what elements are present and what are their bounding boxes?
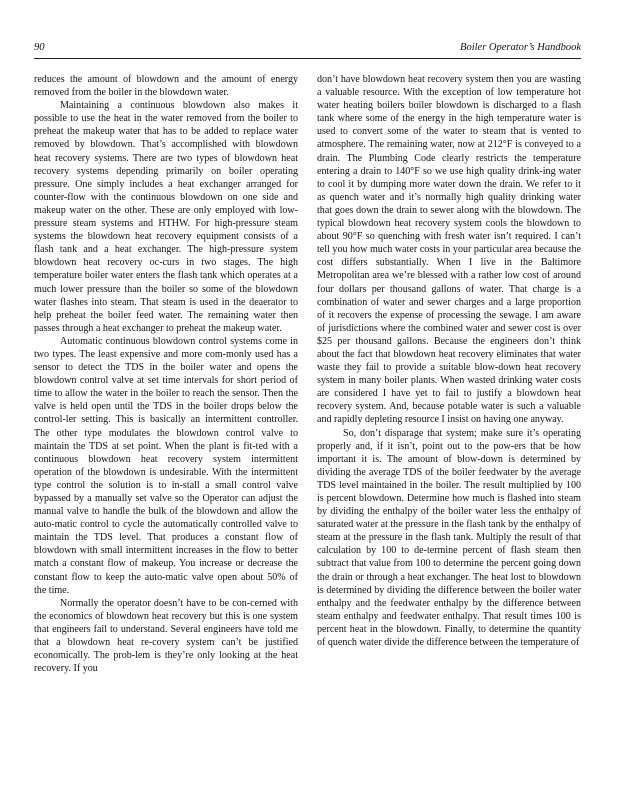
right-paragraph-2: So, don’t disparage that system; make sure it’s operating properly and, if it isn’t, point out to the pow-ers that be how important it is. The amount of blow-down is determined by dividing the average TDS of the boiler feedwater by the average TDS level maintained in the boiler. The result multiplied by 100 is percent blowdown. Determine how much is flashed into steam by dividing the enthalpy of the boiler water less the enthalpy of saturated water at the pressure in the flash tank by the enthalpy of steam at the pressure in the flash tank. Multiply the result of that calculation by 100 to de-termine percent of flash steam then subtract that value from 100 to determine the percent going down the drain or through a heat exchanger. The heat lost to blowdown is determined by dividing the difference between the boiler water enthalpy and the feedwater enthalpy by the difference between steam enthalpy and feedwater enthalpy. That result times 100 is percent heat in the blowdown. Finally, to determine the quantity of quench water divide the difference between the temperature of [317,427,581,649]
page-header [34,42,581,58]
left-column [34,73,298,675]
page-number: 90 [34,42,45,53]
right-column [317,73,581,649]
left-paragraph-3: Automatic continuous blowdown control systems come in two types. The least expensive and more com-monly used has a sensor to detect the TDS in the boiler water and opens the blowdown control valve at set time intervals for short period of time to allow the water in the boiler to reach the sensor. Then the valve is held open until the TDS in the boiler drops below the control-ler setting. This is basically an intermittent controller. The other type modulates the blowdown control valve to maintain the TDS at set point. When the plant is fit-ted with a continuous blowdown heat recovery system intermittent operation of the blowdown is undesirable. With the intermittent type control the solution is to in-stall a small control valve bypassed by a manually set valve so the Operator can adjust the manual valve to handle the bulk of the blowdown and allow the auto-matic control to cycle the automatically controlled valve to maintain the TDS level. That produces a constant flow of blowdown with small intermittent increases in the flow to better match a constant flow of makeup. You increase or decrease the constant flow to keep the auto-matic valve open about 50% of the time. [34,335,298,596]
right-paragraph-1: don’t have blowdown heat recovery system then you are wasting a valuable resource. With the exception of low temperature hot water heating boilers boiler blowdown is discharged to a flash tank where some of the energy in the high temperature water is used to convert some of the water to steam that is vented to atmosphere. The remaining water, now at 212°F is conveyed to a drain. The Plumbing Code clearly restricts the temperature entering a drain to 140°F so we use high quality drink-ing water to cool it by dumping more water down the drain. We refer to it as quench water and it’s normally high quality drinking water that goes down the drain to sewer along with the blowdown. The typical blowdown heat recovery system cools the blowdown to about 90°F so quenching with fresh water isn’t required. I can’t tell you how much water costs in your particular area because the cost differs substantially. When I live in the Baltimore Metropolitan area we’re blessed with a rather low cost of around four dollars per thousand gallons of water. That charge is a combination of water and sewer charges and a large proportion of it recovers the expense of processing the sewage. I am aware of jurisdictions where the combined water and sewer cost is over $25 per thousand gallons. Because the engineers don’t think about the fact that blowdown heat recovery eliminates that water waste they fail to provide a suitable blow-down heat recovery system in many boiler plants. When wasted drinking water costs are considered I have yet to fail to justify a blowdown heat recovery system. And, because potable water is such a valuable and rapidly depleting resource I insist on having one anyway. [317,74,581,426]
left-paragraph-2: Maintaining a continuous blowdown also makes it possible to use the heat in the water removed from the boiler to preheat the makeup water that has to be added to replace water removed by blowdown. That’s accomplished with blowdown heat recovery systems. There are two types of blowdown heat recovery systems depending primarily on boiler operating pressure. One simply includes a heat exchanger arranged for counter-flow with the continuous blowdown on one side and makeup water on the other. These are only employed with low-pressure steam systems and HTHW. For high-pressure steam systems the blowdown heat recovery equipment consists of a flash tank and a heat exchanger. The high-pressure system blowdown heat recovery oc-curs in two stages. The high temperature boiler water enters the flash tank which operates at a much lower pressure than the boiler so some of the blowdown water flashes into steam. That steam is used in the deaerator to help preheat the boiler feed water. The remaining water then passes through a heat exchanger to preheat the makeup water. [34,100,298,334]
running-title: Boiler Operator’s Handbook [460,42,581,53]
header-rule [34,58,581,59]
left-paragraph-1: reduces the amount of blowdown and the amount of energy removed from the boiler in the blowdown water. [34,74,298,99]
left-paragraph-4: Normally the operator doesn’t have to be con-cerned with the economics of blowdown heat recovery but this is one system that engineers fail to understand. Several engineers have told me that a blowdown heat re-covery system can’t be justified economically. The prob-lem is they’re only looking at the heat recovery. If you [34,597,298,675]
